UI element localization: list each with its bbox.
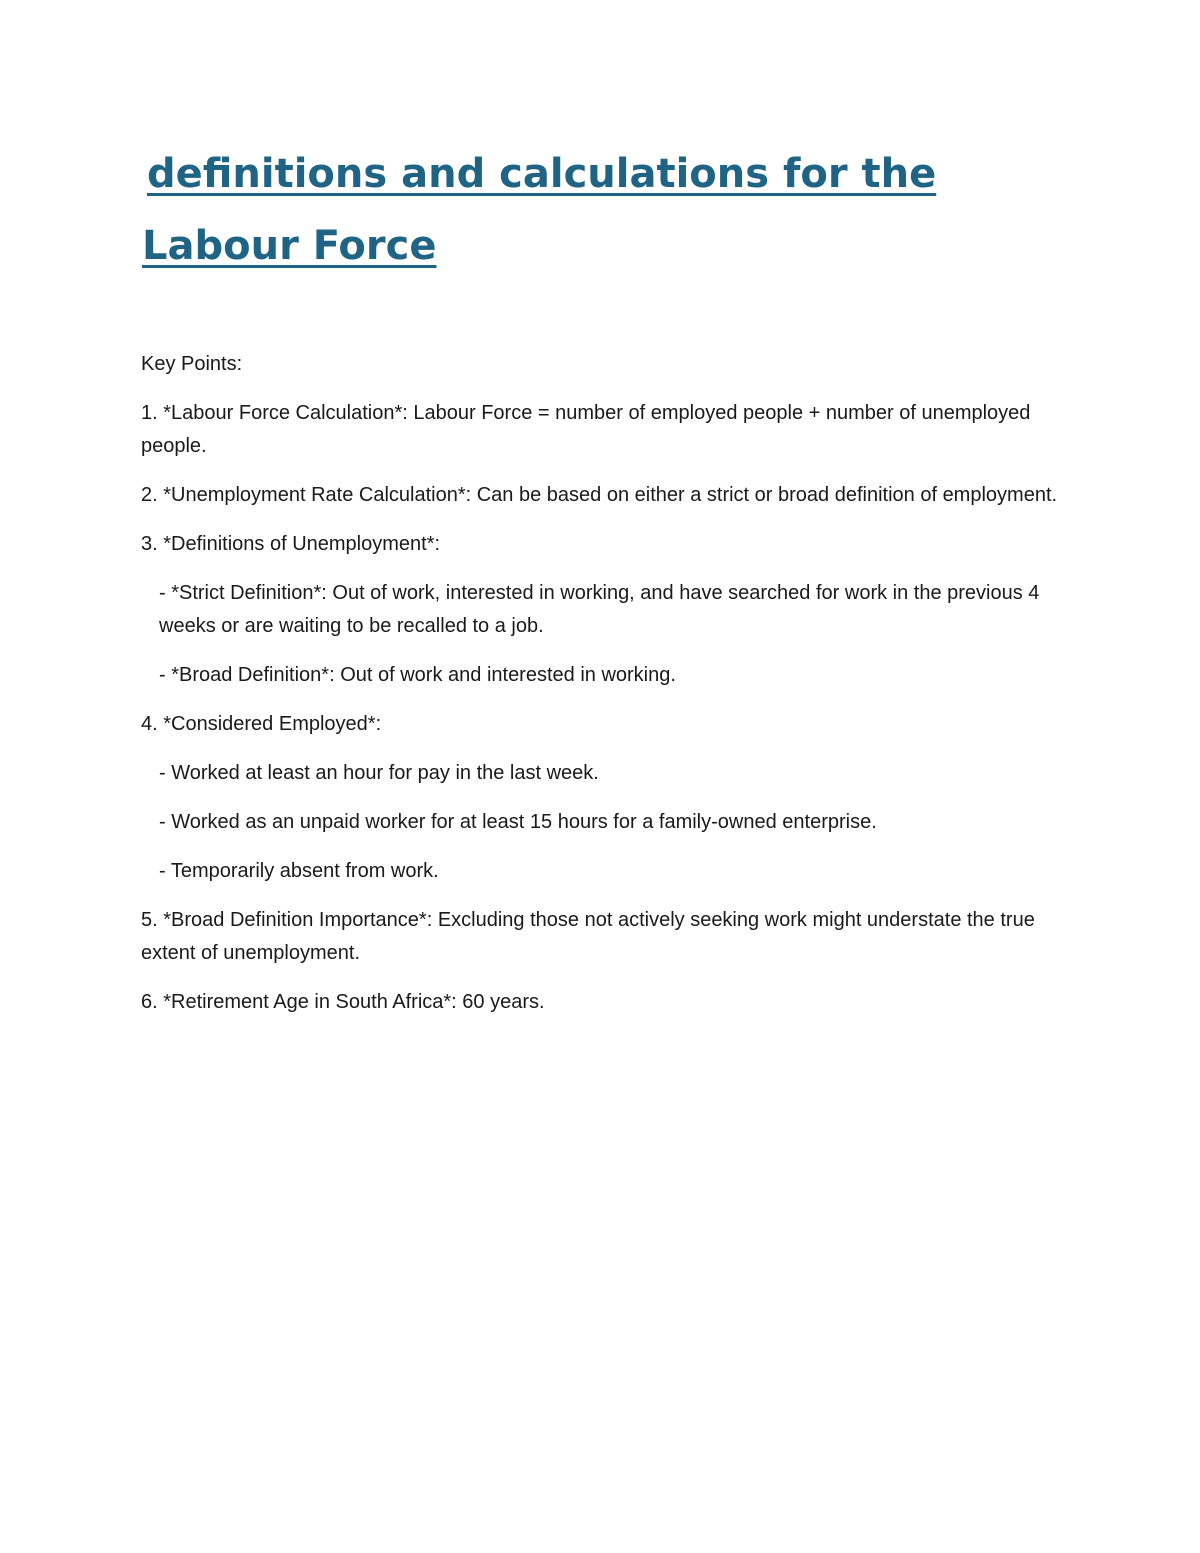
- sub-point-worked-for-pay: - Worked at least an hour for pay in the last week.: [159, 762, 599, 784]
- key-points-heading: Key Points:: [141, 353, 243, 375]
- document-body: [141, 348, 1071, 1035]
- point-definitions-of-unemployment: 3. *Definitions of Unemployment*:: [141, 533, 441, 555]
- title-line-2: Labour Force: [142, 223, 437, 269]
- sub-point-temporarily-absent: - Temporarily absent from work.: [159, 860, 439, 882]
- title-line-1: definitions and calculations for the: [147, 151, 937, 197]
- sub-point-strict-definition: - *Strict Definition*: Out of work, interested in working, and have searched for work in the previous 4 weeks or are waiting to be recalled to a job.: [159, 582, 1040, 637]
- point-retirement-age: 6. *Retirement Age in South Africa*: 60 years.: [141, 991, 545, 1013]
- point-unemployment-rate-calculation: 2. *Unemployment Rate Calculation*: Can be based on either a strict or broad definition of employment.: [141, 484, 1058, 506]
- point-broad-definition-importance: 5. *Broad Definition Importance*: Excluding those not actively seeking work might understate the true extent of unemployment.: [141, 909, 1035, 964]
- sub-point-broad-definition: - *Broad Definition*: Out of work and interested in working.: [159, 664, 676, 686]
- sub-point-unpaid-worker: - Worked as an unpaid worker for at least 15 hours for a family-owned enterprise.: [159, 811, 877, 833]
- document-title: [142, 138, 1042, 282]
- point-considered-employed: 4. *Considered Employed*:: [141, 713, 382, 735]
- point-labour-force-calculation: 1. *Labour Force Calculation*: Labour Force = number of employed people + number of unemployed people.: [141, 402, 1031, 457]
